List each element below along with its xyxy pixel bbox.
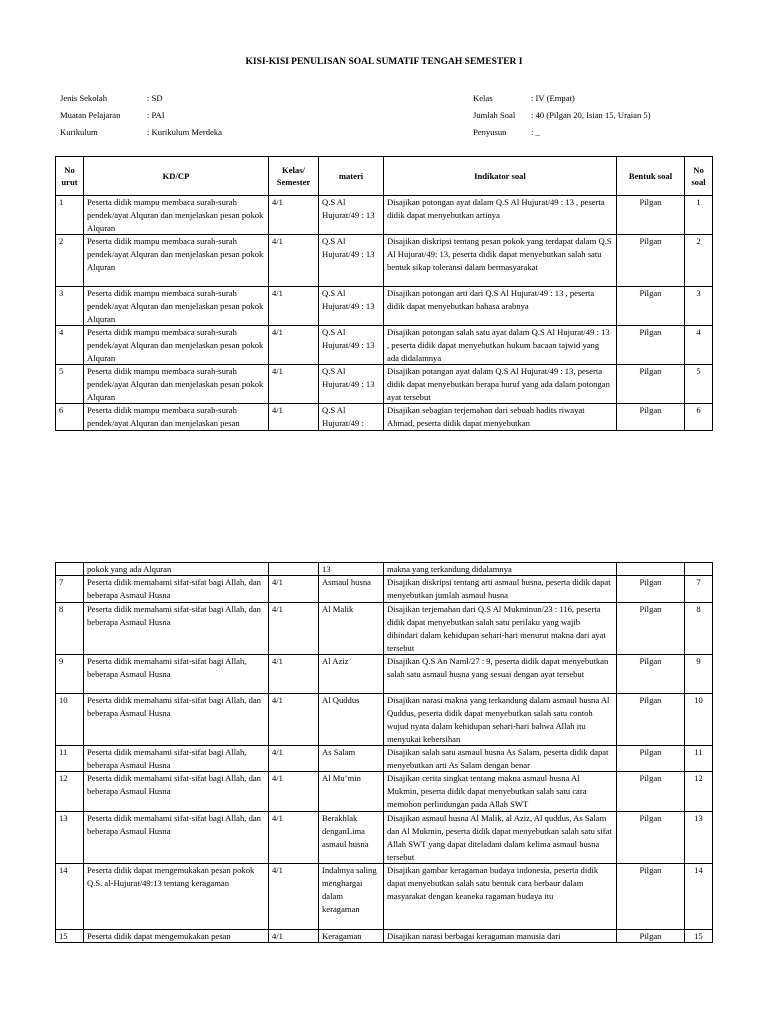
- cell-indikator: Disajikan narasi makna yang terkandung dalam asmaul husna Al Quddus, peserta didik dapat menyebutkan salah satu contoh wujud nyata dalam kehidupan sehari-hari bahwa Allah itu menyukai kebersihan: [384, 694, 617, 746]
- cell-no: 9: [56, 655, 84, 694]
- table-row: [56, 235, 713, 287]
- cell-bentuk: Pilgan: [617, 694, 685, 746]
- meta-value: : 40 (Pilgan 20, Isian 15, Uraian 5): [531, 110, 651, 120]
- cell-kd-cp: Peserta didik mampu membaca surah-surah pendek/ayat Alquran dan menjelaskan pesan pokok Alquran: [84, 287, 269, 326]
- cell-kd-cp: Peserta didik memahami sifat-sifat bagi Allah, dan beberapa Asmaul Husna: [84, 576, 269, 603]
- cell-materi: Q.S Al Hujurat/49 : 13: [319, 235, 384, 287]
- cell-kelas: 4/1: [269, 326, 319, 365]
- table-row: [56, 930, 713, 943]
- cell-kd-cp: Peserta didik mampu membaca surah-surah pendek/ayat Alquran dan menjelaskan pesan pokok Alquran: [84, 365, 269, 404]
- cell-kd-cp: Peserta didik memahami sifat-sifat bagi Allah, beberapa Asmaul Husna: [84, 746, 269, 772]
- cell-materi: Berakhlak denganLima asmaul husna: [319, 812, 384, 864]
- table-row: [56, 655, 713, 694]
- cell-indikator: Disajikan potongan arti dari Q.S Al Hujurat/49 : 13 , peserta didik dapat menyebutkan bahasa arabnya: [384, 287, 617, 326]
- cell-bentuk: Pilgan: [617, 772, 685, 812]
- cell-kd-cp: Peserta didik memahami sifat-sifat bagi Allah, dan beberapa Asmaul Husna: [84, 772, 269, 812]
- cell-no: 11: [56, 746, 84, 772]
- cell-indikator: Disajikan potongan salah satu ayat dalam Q.S Al Hujurat/49 : 13 , peserta didik dapat menyebutkan hukum bacaan tajwid yang ada didalamnya: [384, 326, 617, 365]
- cell-no-soal: 7: [685, 576, 713, 603]
- table-row: [56, 576, 713, 603]
- grid-table-page-2: [55, 562, 713, 943]
- cell-indikator: Disajikan gambar keragaman budaya indonesia, peserta didik dapat menyebutkan salah satu bentuk cara berbaur dalam masyarakat dengan keaneka ragaman budaya itu: [384, 864, 617, 930]
- cell-kd-cp: Peserta didik dapat mengemukakan pesan pokok Q.S. al-Hujurat/49:13 tentang keragaman: [84, 864, 269, 930]
- meta-label: Muatan Pelajaran: [60, 110, 121, 120]
- header-no-urut: No urut: [56, 157, 84, 196]
- cell-materi: Al Mu’min: [319, 772, 384, 812]
- cell-no: 14: [56, 864, 84, 930]
- cell-kelas: 4/1: [269, 603, 319, 655]
- cell-bentuk: Pilgan: [617, 404, 685, 431]
- table-body-page-2: [56, 563, 713, 943]
- cell-kd-cp: Peserta didik mampu membaca surah-surah pendek/ayat Alquran dan menjelaskan pesan pokok Alquran: [84, 235, 269, 287]
- cell-no-soal: 3: [685, 287, 713, 326]
- cell-kelas: 4/1: [269, 404, 319, 431]
- cell-no: 4: [56, 326, 84, 365]
- cell-no: 6: [56, 404, 84, 431]
- cell-kelas: 4/1: [269, 772, 319, 812]
- meta-value: : PAI: [147, 110, 165, 120]
- cell-no-soal: 5: [685, 365, 713, 404]
- cell-kelas: 4/1: [269, 365, 319, 404]
- cell-materi: Al Quddus: [319, 694, 384, 746]
- cell-kelas: 4/1: [269, 196, 319, 235]
- cell-kelas: 4/1: [269, 864, 319, 930]
- cell-kelas: 4/1: [269, 812, 319, 864]
- cell-indikator: Disajikan salah satu asmaul husna As Salam, peserta didik dapat menyebutkan arti As Salam dengan benar: [384, 746, 617, 772]
- cell-bentuk: Pilgan: [617, 287, 685, 326]
- cell-kelas: 4/1: [269, 694, 319, 746]
- table-row: [56, 365, 713, 404]
- header-kd-cp: KD/CP: [84, 157, 269, 196]
- cell-kd-cp: Peserta didik memahami sifat-sifat bagi Allah, beberapa Asmaul Husna: [84, 655, 269, 694]
- cell-indikator: Disajikan terjemahan dari Q.S Al Mukminun/23 : 116, peserta didik dapat menyebutkan salah satu perilaku yang wajib dihindari dalam kehidupan sehari-hari menurut makna dari ayat tersebut: [384, 603, 617, 655]
- meta-label: Kelas: [473, 93, 493, 103]
- cell-materi: Keragaman: [319, 930, 384, 943]
- cell-no-soal: 1: [685, 196, 713, 235]
- cell-bentuk: Pilgan: [617, 576, 685, 603]
- table-row: [56, 746, 713, 772]
- cell-kd-cp: Peserta didik mampu membaca surah-surah pendek/ayat Alquran dan menjelaskan pesan pokok Alquran: [84, 326, 269, 365]
- grid-table-page-1: [55, 156, 713, 431]
- cell-no: 13: [56, 812, 84, 864]
- meta-right: [473, 90, 651, 141]
- cell-kd-cp: Peserta didik dapat mengemukakan pesan: [84, 930, 269, 943]
- cell-kd-cp: Peserta didik memahami sifat-sifat bagi Allah, dan beberapa Asmaul Husna: [84, 812, 269, 864]
- table-body-page-1: [56, 196, 713, 431]
- cell-no: 7: [56, 576, 84, 603]
- cell-bentuk: [617, 563, 685, 576]
- cell-indikator: Disajikan diskripsi tentang pesan pokok yang terdapat dalam Q.S Al Hujurat/49: 13, peserta didik dapat menyebutkan salah satu bentuk sikap toleransi dalam bermasyarakat: [384, 235, 617, 287]
- cell-kelas: 4/1: [269, 576, 319, 603]
- meta-row-author: [473, 124, 651, 141]
- header-indikator: Indikator soal: [384, 157, 617, 196]
- meta-row-school: [60, 90, 222, 107]
- cell-materi: Q.S Al Hujurat/49 : 13: [319, 365, 384, 404]
- header-bentuk-soal: Bentuk soal: [617, 157, 685, 196]
- cell-kelas: 4/1: [269, 235, 319, 287]
- cell-bentuk: Pilgan: [617, 603, 685, 655]
- cell-no: 10: [56, 694, 84, 746]
- cell-indikator: Disajikan Q.S An Naml/27 : 9, peserta didik dapat menyebutkan salah satu asmaul husna yang sesuai dengan ayat tersebut: [384, 655, 617, 694]
- cell-kelas: [269, 563, 319, 576]
- cell-materi: Al Malik: [319, 603, 384, 655]
- cell-no: 2: [56, 235, 84, 287]
- table-row: [56, 864, 713, 930]
- cell-indikator: Disajikan asmaul husna Al Malik, al Aziz, Al quddus, As Salam dan Al Mukmin, peserta didik dapat menyebutkan salah satu sifat Allah SWT yang dapat diteladani dalam kelima asmaul husna tersebut: [384, 812, 617, 864]
- cell-kd-cp: pokok yang ada Alquran: [84, 563, 269, 576]
- cell-materi: 13: [319, 563, 384, 576]
- table-row: [56, 404, 713, 431]
- meta-row-curriculum: [60, 124, 222, 141]
- cell-kd-cp: Peserta didik memahami sifat-sifat bagi Allah, dan beberapa Asmaul Husna: [84, 603, 269, 655]
- cell-materi: Q.S Al Hujurat/49 :: [319, 404, 384, 431]
- meta-label: Penyusun: [473, 127, 507, 137]
- cell-no-soal: 14: [685, 864, 713, 930]
- cell-no: 3: [56, 287, 84, 326]
- cell-materi: Q.S Al Hujurat/49 : 13: [319, 287, 384, 326]
- cell-no-soal: 8: [685, 603, 713, 655]
- cell-no-soal: 6: [685, 404, 713, 431]
- cell-bentuk: Pilgan: [617, 812, 685, 864]
- meta-row-question-count: [473, 107, 651, 124]
- cell-kd-cp: Peserta didik mampu membaca surah-surah pendek/ayat Alquran dan menjelaskan pesan pokok Alquran: [84, 196, 269, 235]
- meta-value: : _: [531, 127, 540, 137]
- table-row: [56, 563, 713, 576]
- cell-materi: Q.S Al Hujurat/49 : 13: [319, 326, 384, 365]
- cell-indikator: Disajikan sebagian terjemahan dari sebuah hadits riwayat Ahmad, peserta didik dapat menyebutkan: [384, 404, 617, 431]
- cell-indikator: Disajikan cerita singkat tentang makna asmaul husna Al Mukmin, peserta didik dapat menyebutkan salah satu cara memohon perlindungan pada Allah SWT: [384, 772, 617, 812]
- table-row: [56, 603, 713, 655]
- meta-value: : IV (Empat): [531, 93, 575, 103]
- cell-kelas: 4/1: [269, 287, 319, 326]
- cell-materi: Asmaul husna: [319, 576, 384, 603]
- cell-indikator: Disajikan potangan ayat dalam Q.S Al Hujurat/49 : 13, peserta didik dapat menyebutkan berapa huruf yang ada dalam potongan ayat tersebut: [384, 365, 617, 404]
- table-row: [56, 196, 713, 235]
- cell-bentuk: Pilgan: [617, 196, 685, 235]
- cell-no-soal: 2: [685, 235, 713, 287]
- cell-no-soal: 12: [685, 772, 713, 812]
- header-materi: materi: [319, 157, 384, 196]
- header-no-soal: No soal: [685, 157, 713, 196]
- cell-no-soal: 11: [685, 746, 713, 772]
- cell-bentuk: Pilgan: [617, 746, 685, 772]
- cell-bentuk: Pilgan: [617, 365, 685, 404]
- cell-no: 5: [56, 365, 84, 404]
- meta-value: : Kurikulum Merdeka: [147, 127, 222, 137]
- cell-no: [56, 563, 84, 576]
- cell-indikator: Disajikan diskripsi tentang arti asmaul husna, peserta didik dapat menyebutkan jumlah asmaul husna: [384, 576, 617, 603]
- meta-value: : SD: [147, 93, 163, 103]
- cell-materi: Al Aziz: [319, 655, 384, 694]
- meta-row-class: [473, 90, 651, 107]
- meta-left: [60, 90, 222, 141]
- cell-no: 1: [56, 196, 84, 235]
- table-row: [56, 694, 713, 746]
- header-kelas-semester: Kelas/ Semester: [269, 157, 319, 196]
- cell-kelas: 4/1: [269, 746, 319, 772]
- cell-no: 12: [56, 772, 84, 812]
- cell-bentuk: Pilgan: [617, 326, 685, 365]
- cell-bentuk: Pilgan: [617, 930, 685, 943]
- meta-label: Jenis Sekolah: [60, 93, 108, 103]
- document-title: KISI-KISI PENULISAN SOAL SUMATIF TENGAH SEMESTER I: [245, 57, 523, 67]
- cell-bentuk: Pilgan: [617, 864, 685, 930]
- cell-no-soal: 15: [685, 930, 713, 943]
- meta-label: Kurikulum: [60, 127, 98, 137]
- cell-kelas: 4/1: [269, 930, 319, 943]
- table-row: [56, 812, 713, 864]
- cell-materi: As Salam: [319, 746, 384, 772]
- cell-bentuk: Pilgan: [617, 655, 685, 694]
- table-row: [56, 772, 713, 812]
- cell-kelas: 4/1: [269, 655, 319, 694]
- table-row: [56, 287, 713, 326]
- cell-indikator: Disajikan narasi berbagai keragaman manusia dari: [384, 930, 617, 943]
- cell-no-soal: [685, 563, 713, 576]
- table-row: [56, 326, 713, 365]
- meta-row-subject: [60, 107, 222, 124]
- cell-no: 8: [56, 603, 84, 655]
- meta-label: Jumlah Soal: [473, 110, 516, 120]
- cell-bentuk: Pilgan: [617, 235, 685, 287]
- cell-materi: Indahnya saling menghargai dalam keragaman: [319, 864, 384, 930]
- cell-no-soal: 10: [685, 694, 713, 746]
- cell-materi: Q.S Al Hujurat/49 : 13: [319, 196, 384, 235]
- table-header-row: [56, 157, 713, 196]
- cell-no-soal: 9: [685, 655, 713, 694]
- cell-no: 15: [56, 930, 84, 943]
- cell-kd-cp: Peserta didik mampu membaca surah-surah pendek/ayat Alquran dan menjelaskan pesan: [84, 404, 269, 431]
- cell-indikator: Disajikan potongan ayat dalam Q.S Al Hujurat/49 : 13 , peserta didik dapat menyebutkan artinya: [384, 196, 617, 235]
- cell-kd-cp: Peserta didik memahami sifat-sifat bagi Allah, dan beberapa Asmaul Husna: [84, 694, 269, 746]
- cell-no-soal: 13: [685, 812, 713, 864]
- cell-no-soal: 4: [685, 326, 713, 365]
- cell-indikator: makna yang terkandung didalamnya: [384, 563, 617, 576]
